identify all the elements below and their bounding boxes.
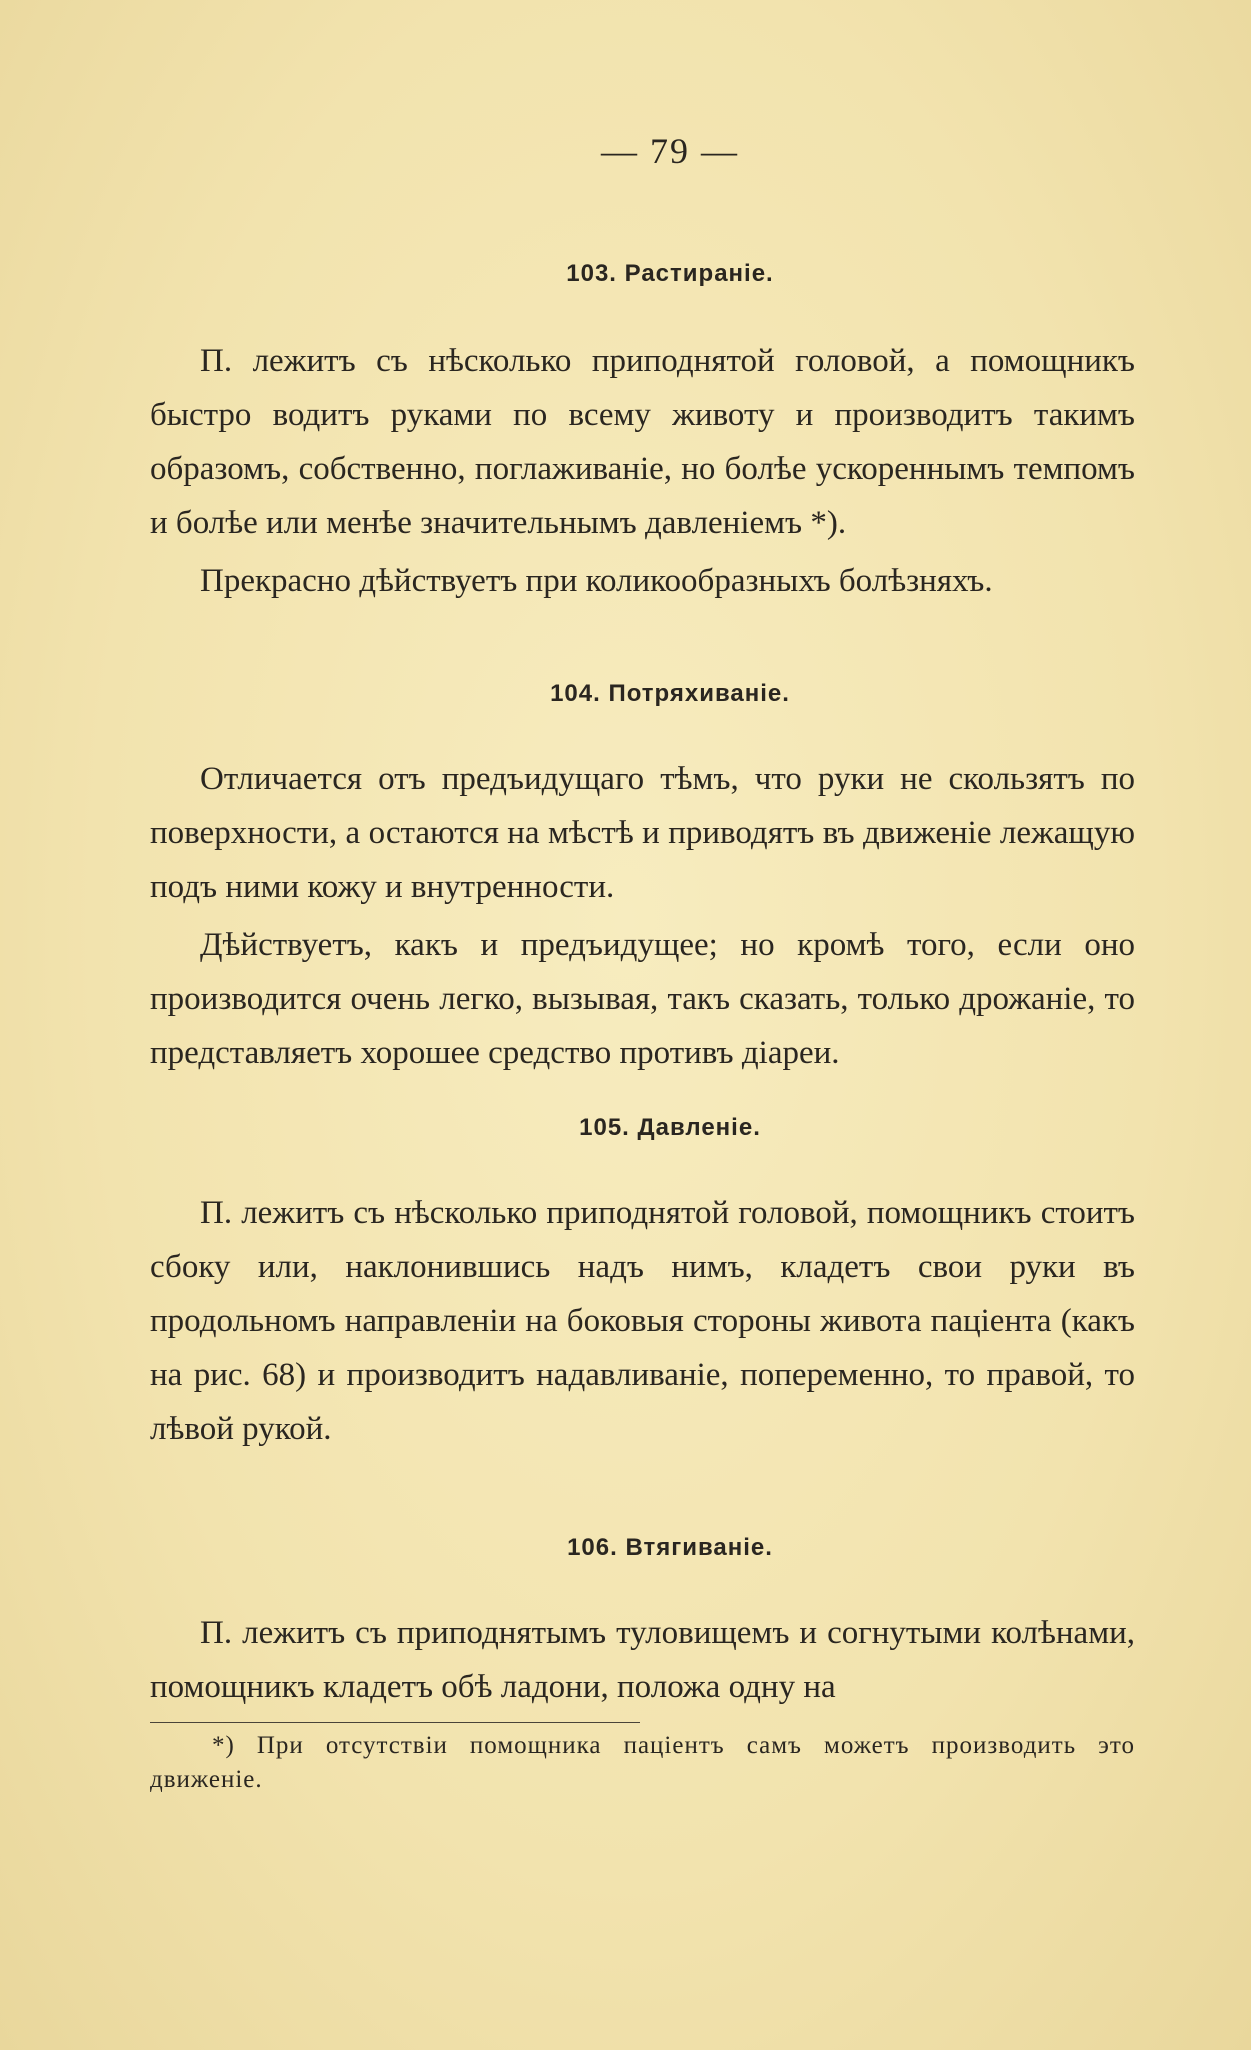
section-106-paragraph-1	[150, 1606, 1135, 1714]
section-heading-104: 104. Потряхиваніе.	[550, 680, 790, 707]
footnote	[150, 1729, 1135, 1797]
section-heading-106: 106. Втягиваніе.	[567, 1534, 773, 1561]
page-number: — 79 —	[601, 131, 739, 171]
section-104-paragraph-2	[150, 918, 1135, 1080]
section-103-paragraph-1	[150, 334, 1135, 550]
paragraph-text: Дѣйствуетъ, какъ и предъидущее; но кромѣ того, если оно производится очень легко, вызывая, такъ сказать, только дрожаніе, то представляетъ хорошее средство противъ діареи.	[150, 927, 1135, 1071]
section-heading-103: 103. Растираніе.	[566, 260, 774, 287]
paragraph-text: П. лежитъ съ нѣсколько приподнятой головой, помощникъ стоитъ сбоку или, наклонившись надъ нимъ, кладетъ свои руки въ продольномъ направленіи на боковыя стороны живота паціента (какъ на рис. 68) и производитъ надавливаніе, попеременно, то правой, то лѣвой рукой.	[150, 1195, 1135, 1447]
section-105-paragraph-1	[150, 1186, 1135, 1456]
paragraph-text: Прекрасно дѣйствуетъ при коликообразныхъ болѣзняхъ.	[200, 563, 993, 599]
paragraph-text: П. лежитъ съ нѣсколько приподнятой головой, а помощникъ быстро водитъ руками по всему животу и производитъ такимъ образомъ, собственно, поглаживаніе, но болѣе ускореннымъ темпомъ и болѣе или менѣе значительнымъ давленіемъ *).	[150, 343, 1135, 541]
section-104-paragraph-1	[150, 752, 1135, 914]
section-heading-105: 105. Давленіе.	[579, 1114, 761, 1141]
footnote-divider	[150, 1722, 640, 1723]
paragraph-text: П. лежитъ съ приподнятымъ туловищемъ и согнутыми колѣнами, помощникъ кладетъ обѣ ладони, положа одну на	[150, 1615, 1135, 1705]
paragraph-text: Отличается отъ предъидущаго тѣмъ, что руки не скользятъ по поверхности, а остаются на мѣстѣ и приводятъ въ движеніе лежащую подъ ними кожу и внутренности.	[150, 761, 1135, 905]
footnote-text: *) При отсутствіи помощника паціентъ самъ можетъ производить это движеніе.	[150, 1732, 1135, 1793]
section-103-paragraph-2	[150, 554, 1135, 608]
page-content	[150, 130, 1135, 1797]
